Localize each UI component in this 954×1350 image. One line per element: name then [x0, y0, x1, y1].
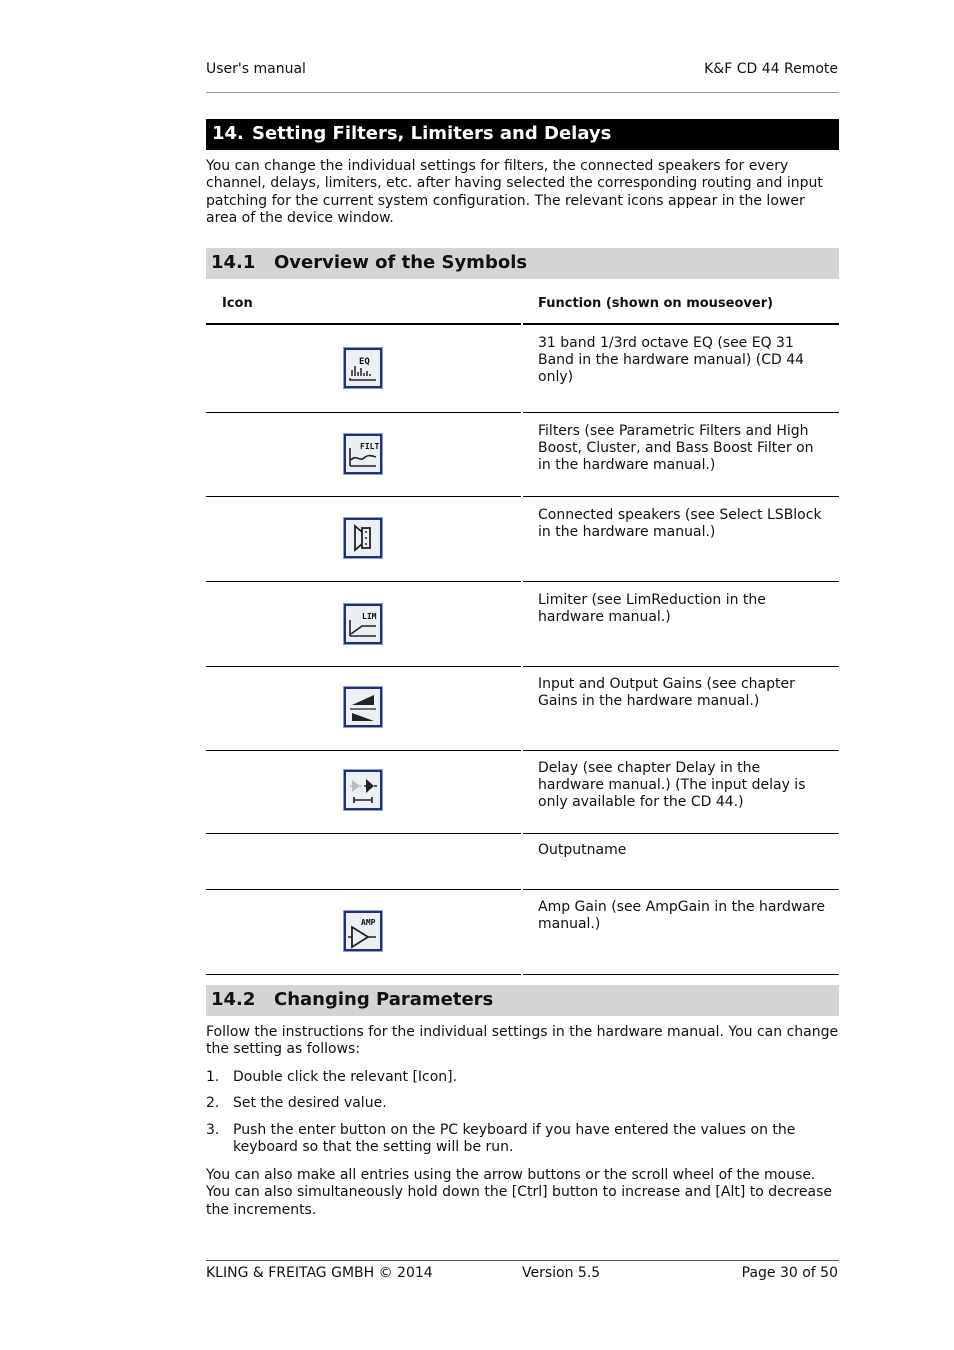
subsection-title: Changing Parameters — [274, 989, 494, 1010]
subsection-outro: You can also make all entries using the arrow buttons or the scroll wheel of the mouse. You can also simultaneously hold down the [Ctrl] button to increase and [Alt] to decrease the increments. — [206, 1167, 833, 1218]
table-row-rule — [523, 750, 839, 751]
table-row-rule — [523, 581, 839, 582]
list-item-number: 2. — [206, 1095, 220, 1111]
eq-icon — [344, 348, 382, 388]
subsection-intro: Follow the instructions for the individual settings in the hardware manual. You can change the setting as follows: — [206, 1024, 839, 1058]
table-header-rule — [206, 323, 521, 325]
table-row-rule — [206, 581, 521, 582]
section-title: Setting Filters, Limiters and Delays — [252, 123, 612, 144]
gain-icon — [344, 687, 382, 727]
table-header-function: Function (shown on mouseover) — [538, 296, 774, 311]
table-cell-function: Filters (see Parametric Filters and High Boost, Cluster, and Bass Boost Filter on in the hardware manual.) — [538, 423, 814, 473]
list-item-text: Set the desired value. — [233, 1095, 387, 1111]
subsection-title: Overview of the Symbols — [274, 252, 528, 273]
filter-icon-label: FILT — [360, 442, 380, 451]
eq-icon-label: EQ — [359, 357, 370, 367]
table-cell-function: Input and Output Gains (see chapter Gains in the hardware manual.) — [538, 676, 795, 709]
section-intro: You can change the individual settings for filters, the connected speakers for every channel, delays, limiters, etc. after having selected the corresponding routing and input patching for the current system configuration. The relevant icons appear in the lower area of the device window. — [206, 158, 823, 226]
table-row-rule — [206, 974, 521, 975]
footer-page: Page 30 of 50 — [741, 1265, 838, 1281]
table-cell-function: Limiter (see LimReduction in the hardware manual.) — [538, 592, 766, 625]
header-left: User's manual — [206, 61, 306, 77]
table-cell-function: Outputname — [538, 842, 627, 858]
table-row-rule — [206, 889, 521, 890]
section-heading — [206, 119, 839, 150]
filter-icon — [344, 434, 382, 474]
table-row-rule — [523, 412, 839, 413]
table-row-rule — [523, 833, 839, 834]
table-cell-function: 31 band 1/3rd octave EQ (see EQ 31 Band in the hardware manual) (CD 44 only) — [538, 335, 805, 385]
table-row-rule — [523, 666, 839, 667]
list-item-text: Push the enter button on the PC keyboard if you have entered the values on the keyboard so that the setting will be run. — [233, 1122, 796, 1156]
list-item-text: Double click the relevant [Icon]. — [233, 1069, 458, 1085]
table-row-rule — [206, 412, 521, 413]
table-cell-function: Amp Gain (see AmpGain in the hardware manual.) — [538, 899, 825, 932]
subsection-number: 14.2 — [211, 989, 256, 1010]
table-header-icon: Icon — [222, 296, 253, 311]
table-row-rule — [206, 750, 521, 751]
amp-icon — [344, 911, 382, 951]
table-row-rule — [523, 889, 839, 890]
header-rule — [206, 92, 839, 93]
subsection-heading-changing — [206, 985, 839, 1016]
subsection-heading-overview — [206, 248, 839, 279]
table-row-rule — [523, 974, 839, 975]
footer-rule — [206, 1260, 839, 1261]
table-cell-function: Connected speakers (see Select LSBlock in the hardware manual.) — [538, 507, 822, 540]
table-row-rule — [206, 496, 521, 497]
subsection-number: 14.1 — [211, 252, 256, 273]
footer-version: Version 5.5 — [522, 1265, 601, 1281]
table-header-rule — [523, 323, 839, 325]
limiter-icon-label: LIM — [362, 612, 377, 621]
list-item-number: 1. — [206, 1069, 220, 1085]
footer-left: KLING & FREITAG GMBH © 2014 — [206, 1265, 433, 1281]
delay-icon — [344, 770, 382, 810]
table-row-rule — [523, 496, 839, 497]
table-row-rule — [206, 666, 521, 667]
speaker-icon — [344, 518, 382, 558]
amp-icon-label: AMP — [361, 918, 376, 927]
table-cell-function: Delay (see chapter Delay in the hardware manual.) (The input delay is only available for the CD 44.) — [538, 760, 806, 810]
limiter-icon — [344, 604, 382, 644]
table-row-rule — [206, 833, 521, 834]
section-number: 14. — [212, 123, 244, 144]
list-item-number: 3. — [206, 1122, 220, 1138]
header-right: K&F CD 44 Remote — [704, 61, 838, 77]
